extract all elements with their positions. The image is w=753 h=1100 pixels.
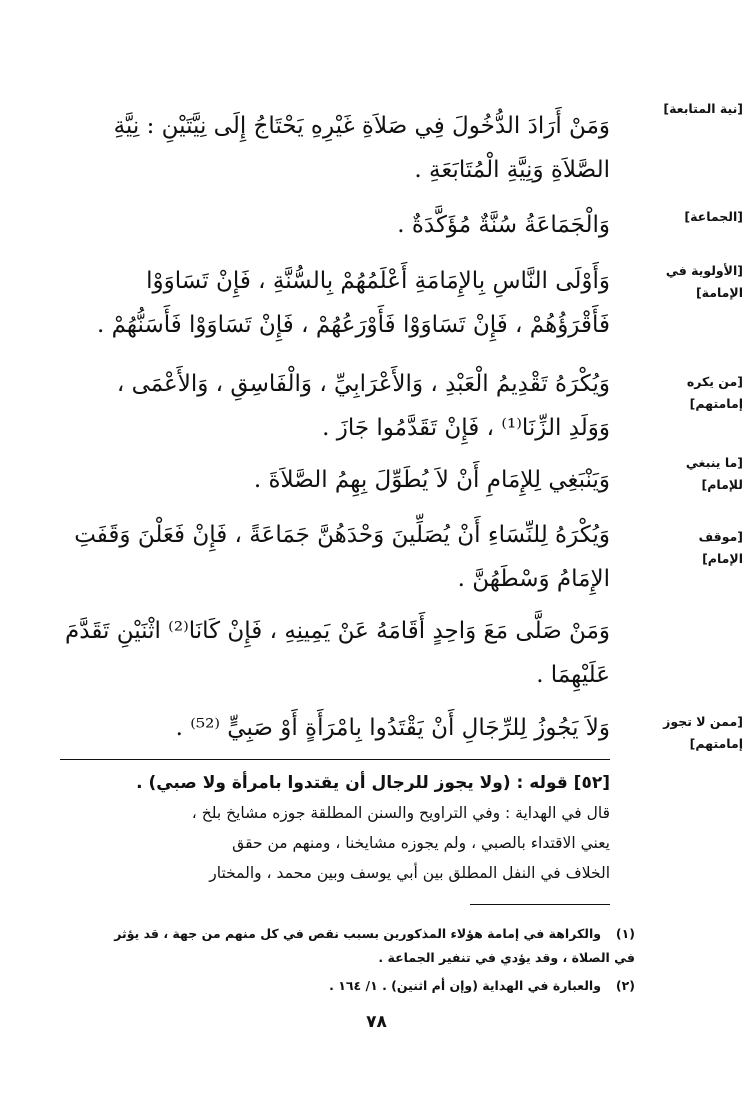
commentary-block — [85, 768, 610, 888]
margin-note-priority-imamate: [الأولوية في الإمامة] — [665, 263, 743, 300]
paragraph-congregation — [60, 203, 610, 247]
paragraph-prayer-with-one — [60, 609, 610, 697]
text-line: وَمَنْ أَرَادَ الدُّخُولَ فِي صَلاَةِ غَيْرِهِ يَحْتَاجُ إِلَى نِيَّتَيْنِ : نِيَّةِ — [113, 113, 610, 139]
footnote-divider — [470, 904, 610, 905]
text-line: وَيَنْبَغِي لِلإِمَامِ أَنْ لاَ يُطَوِّلَ بِهِمُ الصَّلاَةَ . — [253, 467, 610, 493]
commentary-line: قال في الهداية : وفي التراويح والسنن المطلقة جوزه مشايخ بلخ ، — [191, 804, 610, 822]
footnote-number: (١) — [615, 926, 635, 941]
page-number: ٧٨ — [366, 1012, 387, 1032]
commentary-line: يعني الاقتداء بالصبي ، ولم يجوزه مشايخنا ، ومنهم من حقق — [232, 834, 610, 852]
paragraph-imam-position — [60, 513, 610, 601]
text-line: وَيُكْرَهُ تَقْدِيمُ الْعَبْدِ ، وَالأَعْرَابِيِّ ، وَالْفَاسِقِ ، وَالأَعْمَى ، — [116, 371, 610, 397]
commentary-line: الخلاف في النفل المطلق بين أبي يوسف وبين محمد ، والمختار — [209, 864, 610, 882]
footnote-continuation — [60, 946, 635, 970]
margin-note-invalid-imams: [ممن لا تجوز إمامتهم] — [663, 714, 743, 751]
commentary-divider — [60, 759, 610, 760]
paragraph-following-intention — [60, 104, 610, 192]
margin-note-following-intention: [نية المتابعة] — [663, 101, 743, 116]
text-line: وَمَنْ صَلَّى مَعَ وَاحِدٍ أَقَامَهُ عَنْ يَمِينِهِ ، فَإِنْ كَانَا⁽²⁾ اثْنَيْنِ تَقَدَّمَ — [65, 618, 610, 644]
paragraph-imam-should — [60, 458, 610, 502]
text-line: الصَّلاَةِ وَنِيَّةِ الْمُتَابَعَةِ . — [414, 157, 610, 183]
text-line: عَلَيْهِمَا . — [536, 662, 610, 688]
paragraph-invalid-imams — [60, 706, 610, 750]
footnote — [60, 922, 635, 946]
text-line: الإِمَامُ وَسْطَهُنَّ . — [457, 566, 610, 592]
commentary-heading: [٥٢] قوله : (ولا يجوز للرجال أن يقتدوا بامرأة ولا صبي) . — [136, 773, 610, 793]
margin-note-imam-position: [موقف الإمام] — [698, 529, 743, 566]
paragraph-disliked-imams — [60, 362, 610, 450]
footnote-text: والكراهة في إمامة هؤلاء المذكورين بسبب نقص في كل منهم من جهة ، قد يؤثر — [114, 926, 601, 941]
margin-note-congregation: [الجماعة] — [684, 209, 743, 224]
margin-note-disliked-imams: [من يكره إمامتهم] — [686, 374, 743, 411]
footnote-number: (٢) — [615, 978, 635, 993]
text-line: وَأَوْلَى النَّاسِ بِالإِمَامَةِ أَعْلَمُهُمْ بِالسُّنَّةِ ، فَإِنْ تَسَاوَوْا — [146, 268, 610, 294]
margin-note-imam-should: [ما ينبغي للإمام] — [685, 455, 743, 492]
text-line: وَيُكْرَهُ لِلنِّسَاءِ أَنْ يُصَلِّينَ وَحْدَهُنَّ جَمَاعَةً ، فَإِنْ فَعَلْنَ وَقَفَتِ — [74, 522, 610, 548]
text-line: وَالْجَمَاعَةُ سُنَّةٌ مُؤَكَّدَةٌ . — [397, 212, 610, 238]
text-line: وَلاَ يَجُوزُ لِلرِّجَالِ أَنْ يَقْتَدُوا بِامْرَأَةٍ أَوْ صَبِيٍّ ⁽⁵²⁾ . — [175, 715, 610, 741]
paragraph-priority-imamate — [60, 259, 610, 347]
text-line: فَأَقْرَؤُهُمْ ، فَإِنْ تَسَاوَوْا فَأَوْرَعُهُمْ ، فَإِنْ تَسَاوَوْا فَأَسَنُّهُمْ . — [96, 312, 610, 338]
text-line: وَوَلَدِ الزِّنَا⁽¹⁾ ، فَإِنْ تَقَدَّمُوا جَازَ . — [322, 415, 610, 441]
footnote-text: في الصلاة ، وقد يؤدي في تنفير الجماعة . — [378, 950, 635, 965]
footnotes-block — [60, 922, 635, 998]
footnote-text: والعبارة في الهداية (وإن أم اثنين) . ١/ ١٦٤ . — [329, 978, 601, 993]
footnote — [60, 974, 635, 998]
